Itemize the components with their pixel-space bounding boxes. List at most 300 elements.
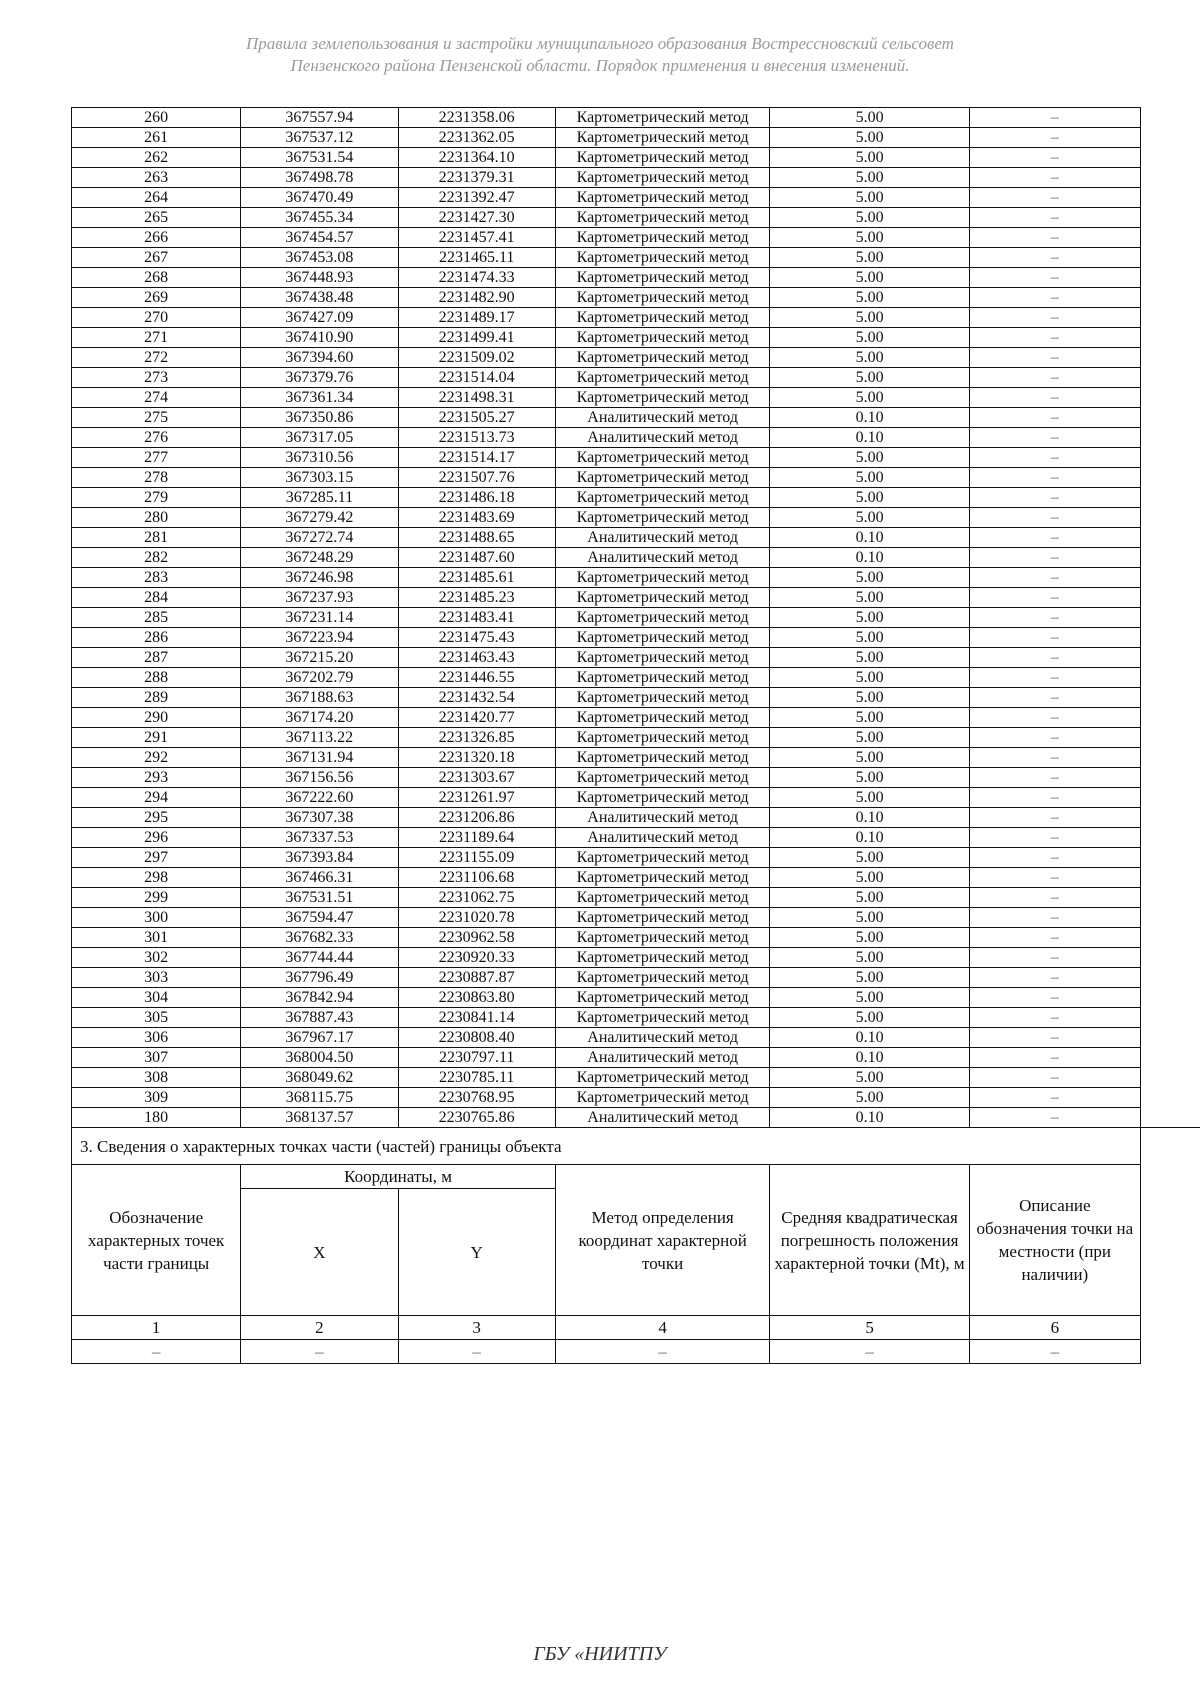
description-cell: – [969, 128, 1140, 148]
method-cell: Картометрический метод [555, 848, 770, 868]
point-id-cell: 267 [72, 248, 241, 268]
col-x-label: X [241, 1189, 398, 1316]
error-cell: 5.00 [770, 588, 969, 608]
point-id-cell: 307 [72, 1048, 241, 1068]
coord-y-cell: 2231362.05 [398, 128, 555, 148]
table-row [72, 648, 1200, 668]
coord-x-cell: 367113.22 [241, 728, 398, 748]
error-cell: 5.00 [770, 448, 969, 468]
method-cell: Картометрический метод [555, 768, 770, 788]
coord-x-cell: 367202.79 [241, 668, 398, 688]
point-id-cell: 284 [72, 588, 241, 608]
table-row [72, 468, 1200, 488]
error-cell: 5.00 [770, 768, 969, 788]
coord-x-cell: 367350.86 [241, 408, 398, 428]
coord-x-cell: 367594.47 [241, 908, 398, 928]
method-cell: Картометрический метод [555, 488, 770, 508]
table-row [72, 248, 1200, 268]
coord-x-cell: 367307.38 [241, 808, 398, 828]
error-cell: 5.00 [770, 248, 969, 268]
method-cell: Картометрический метод [555, 228, 770, 248]
coord-y-cell: 2231364.10 [398, 148, 555, 168]
description-cell: – [969, 828, 1140, 848]
table-row [72, 488, 1200, 508]
method-cell: Картометрический метод [555, 468, 770, 488]
header-line-1: Правила землепользования и застройки муниципального образования Вострессновский сельсовет [246, 34, 954, 53]
error-cell: 0.10 [770, 528, 969, 548]
coord-y-cell: 2231486.18 [398, 488, 555, 508]
coord-x-cell: 367842.94 [241, 988, 398, 1008]
method-cell: Картометрический метод [555, 368, 770, 388]
table-row [72, 328, 1200, 348]
method-cell: Картометрический метод [555, 508, 770, 528]
coord-y-cell: 2231206.86 [398, 808, 555, 828]
table-row [72, 408, 1200, 428]
method-cell: Картометрический метод [555, 148, 770, 168]
table-row [72, 1108, 1200, 1128]
point-id-cell: 270 [72, 308, 241, 328]
coord-x-cell: 367188.63 [241, 688, 398, 708]
coord-x-cell: 368004.50 [241, 1048, 398, 1068]
col-point-label: Обозначение характерных точек части границы [72, 1165, 241, 1316]
method-cell: Картометрический метод [555, 868, 770, 888]
table-row [72, 568, 1200, 588]
table-row [72, 1048, 1200, 1068]
coord-y-cell: 2231482.90 [398, 288, 555, 308]
point-id-cell: 278 [72, 468, 241, 488]
document-header [60, 33, 1140, 77]
description-cell: – [969, 728, 1140, 748]
table-row [72, 548, 1200, 568]
table-row [72, 108, 1200, 128]
coord-y-cell: 2231106.68 [398, 868, 555, 888]
description-cell: – [969, 948, 1140, 968]
table-row [72, 988, 1200, 1008]
coord-x-cell: 367337.53 [241, 828, 398, 848]
coord-x-cell: 367393.84 [241, 848, 398, 868]
description-cell: – [969, 1008, 1140, 1028]
error-cell: 0.10 [770, 808, 969, 828]
coord-y-cell: 2231358.06 [398, 108, 555, 128]
coord-x-cell: 367470.49 [241, 188, 398, 208]
point-id-cell: 304 [72, 988, 241, 1008]
description-cell: – [969, 808, 1140, 828]
point-id-cell: 308 [72, 1068, 241, 1088]
point-id-cell: 287 [72, 648, 241, 668]
description-cell: – [969, 568, 1140, 588]
col-num-4: 4 [555, 1316, 770, 1340]
coord-y-cell: 2231483.69 [398, 508, 555, 528]
table-row [72, 708, 1200, 728]
point-id-cell: 288 [72, 668, 241, 688]
table-row [72, 208, 1200, 228]
point-id-cell: 282 [72, 548, 241, 568]
description-cell: – [969, 108, 1140, 128]
method-cell: Картометрический метод [555, 248, 770, 268]
coord-y-cell: 2231507.76 [398, 468, 555, 488]
description-cell: – [969, 908, 1140, 928]
empty-cell: – [555, 1340, 770, 1364]
error-cell: 5.00 [770, 488, 969, 508]
point-id-cell: 301 [72, 928, 241, 948]
col-method-label: Метод определения координат характерной точки [555, 1165, 770, 1316]
coord-x-cell: 367531.54 [241, 148, 398, 168]
method-cell: Картометрический метод [555, 628, 770, 648]
coord-y-cell: 2230920.33 [398, 948, 555, 968]
error-cell: 0.10 [770, 828, 969, 848]
point-id-cell: 268 [72, 268, 241, 288]
description-cell: – [969, 588, 1140, 608]
error-cell: 5.00 [770, 628, 969, 648]
table-row [72, 748, 1200, 768]
table-row [72, 308, 1200, 328]
error-cell: 0.10 [770, 1048, 969, 1068]
coord-x-cell: 367537.12 [241, 128, 398, 148]
description-cell: – [969, 848, 1140, 868]
coord-x-cell: 367394.60 [241, 348, 398, 368]
coord-y-cell: 2231155.09 [398, 848, 555, 868]
coord-x-cell: 367174.20 [241, 708, 398, 728]
table-row [72, 688, 1200, 708]
table-row [72, 388, 1200, 408]
error-cell: 5.00 [770, 868, 969, 888]
coord-x-cell: 367285.11 [241, 488, 398, 508]
point-id-cell: 274 [72, 388, 241, 408]
error-cell: 5.00 [770, 268, 969, 288]
coord-y-cell: 2231509.02 [398, 348, 555, 368]
description-cell: – [969, 888, 1140, 908]
point-id-cell: 281 [72, 528, 241, 548]
coord-y-cell: 2231432.54 [398, 688, 555, 708]
point-id-cell: 262 [72, 148, 241, 168]
error-cell: 5.00 [770, 508, 969, 528]
description-cell: – [969, 408, 1140, 428]
empty-cell: – [770, 1340, 969, 1364]
coord-x-cell: 368115.75 [241, 1088, 398, 1108]
point-id-cell: 293 [72, 768, 241, 788]
description-cell: – [969, 328, 1140, 348]
coord-x-cell: 367438.48 [241, 288, 398, 308]
coord-y-cell: 2230887.87 [398, 968, 555, 988]
coord-x-cell: 367796.49 [241, 968, 398, 988]
description-cell: – [969, 388, 1140, 408]
description-cell: – [969, 1028, 1140, 1048]
point-id-cell: 271 [72, 328, 241, 348]
method-cell: Картометрический метод [555, 608, 770, 628]
method-cell: Картометрический метод [555, 688, 770, 708]
point-id-cell: 309 [72, 1088, 241, 1108]
point-id-cell: 295 [72, 808, 241, 828]
error-cell: 0.10 [770, 1028, 969, 1048]
description-cell: – [969, 268, 1140, 288]
point-id-cell: 272 [72, 348, 241, 368]
col-num-5: 5 [770, 1316, 969, 1340]
coord-y-cell: 2231488.65 [398, 528, 555, 548]
error-cell: 5.00 [770, 188, 969, 208]
error-cell: 5.00 [770, 988, 969, 1008]
coord-y-cell: 2231427.30 [398, 208, 555, 228]
empty-cell: – [72, 1340, 241, 1364]
error-cell: 5.00 [770, 788, 969, 808]
description-cell: – [969, 428, 1140, 448]
coord-y-cell: 2231498.31 [398, 388, 555, 408]
method-cell: Аналитический метод [555, 548, 770, 568]
point-id-cell: 302 [72, 948, 241, 968]
table-row [72, 228, 1200, 248]
table-row [72, 948, 1200, 968]
description-cell: – [969, 868, 1140, 888]
coord-y-cell: 2231465.11 [398, 248, 555, 268]
error-cell: 5.00 [770, 568, 969, 588]
description-cell: – [969, 648, 1140, 668]
error-cell: 5.00 [770, 328, 969, 348]
error-cell: 5.00 [770, 708, 969, 728]
description-cell: – [969, 228, 1140, 248]
coord-x-cell: 367448.93 [241, 268, 398, 288]
method-cell: Картометрический метод [555, 128, 770, 148]
coord-y-cell: 2231326.85 [398, 728, 555, 748]
description-cell: – [969, 208, 1140, 228]
point-id-cell: 291 [72, 728, 241, 748]
coord-x-cell: 367303.15 [241, 468, 398, 488]
error-cell: 5.00 [770, 748, 969, 768]
table-row [72, 188, 1200, 208]
table-row [72, 888, 1200, 908]
table-row [72, 128, 1200, 148]
description-cell: – [969, 788, 1140, 808]
method-cell: Аналитический метод [555, 1108, 770, 1128]
col-coords-label: Координаты, м [241, 1165, 555, 1189]
coordinates-table [71, 107, 1200, 1364]
coord-y-cell: 2231062.75 [398, 888, 555, 908]
point-id-cell: 286 [72, 628, 241, 648]
point-id-cell: 290 [72, 708, 241, 728]
point-id-cell: 273 [72, 368, 241, 388]
coord-x-cell: 367131.94 [241, 748, 398, 768]
description-cell: – [969, 1048, 1140, 1068]
error-cell: 5.00 [770, 168, 969, 188]
coord-x-cell: 368137.57 [241, 1108, 398, 1128]
description-cell: – [969, 1088, 1140, 1108]
description-cell: – [969, 528, 1140, 548]
coord-y-cell: 2231485.61 [398, 568, 555, 588]
error-cell: 5.00 [770, 948, 969, 968]
coord-x-cell: 367498.78 [241, 168, 398, 188]
coord-y-cell: 2231457.41 [398, 228, 555, 248]
section-3 [72, 1128, 1200, 1364]
point-id-cell: 306 [72, 1028, 241, 1048]
coord-x-cell: 367222.60 [241, 788, 398, 808]
table-row [72, 908, 1200, 928]
error-cell: 5.00 [770, 688, 969, 708]
method-cell: Картометрический метод [555, 268, 770, 288]
coord-x-cell: 367455.34 [241, 208, 398, 228]
coord-y-cell: 2230785.11 [398, 1068, 555, 1088]
point-id-cell: 269 [72, 288, 241, 308]
table-row [72, 148, 1200, 168]
description-cell: – [969, 288, 1140, 308]
description-cell: – [969, 608, 1140, 628]
coord-x-cell: 367156.56 [241, 768, 398, 788]
error-cell: 5.00 [770, 648, 969, 668]
description-cell: – [969, 988, 1140, 1008]
error-cell: 5.00 [770, 208, 969, 228]
coord-y-cell: 2231514.17 [398, 448, 555, 468]
method-cell: Картометрический метод [555, 748, 770, 768]
description-cell: – [969, 448, 1140, 468]
method-cell: Аналитический метод [555, 1048, 770, 1068]
coord-y-cell: 2231189.64 [398, 828, 555, 848]
table-row [72, 868, 1200, 888]
method-cell: Картометрический метод [555, 588, 770, 608]
method-cell: Картометрический метод [555, 448, 770, 468]
description-cell: – [969, 508, 1140, 528]
table-row [72, 528, 1200, 548]
coord-y-cell: 2231379.31 [398, 168, 555, 188]
method-cell: Картометрический метод [555, 568, 770, 588]
method-cell: Картометрический метод [555, 928, 770, 948]
method-cell: Аналитический метод [555, 408, 770, 428]
coord-y-cell: 2231463.43 [398, 648, 555, 668]
coord-y-cell: 2230962.58 [398, 928, 555, 948]
description-cell: – [969, 1108, 1140, 1128]
error-cell: 5.00 [770, 388, 969, 408]
col-num-6: 6 [969, 1316, 1140, 1340]
table-row [72, 268, 1200, 288]
coord-y-cell: 2231489.17 [398, 308, 555, 328]
method-cell: Картометрический метод [555, 668, 770, 688]
table-row [72, 1008, 1200, 1028]
table-row [72, 428, 1200, 448]
coord-y-cell: 2231261.97 [398, 788, 555, 808]
empty-cell: – [969, 1340, 1140, 1364]
method-cell: Картометрический метод [555, 108, 770, 128]
error-cell: 5.00 [770, 228, 969, 248]
description-cell: – [969, 148, 1140, 168]
point-id-cell: 299 [72, 888, 241, 908]
point-id-cell: 265 [72, 208, 241, 228]
description-cell: – [969, 768, 1140, 788]
coord-y-cell: 2231420.77 [398, 708, 555, 728]
method-cell: Картометрический метод [555, 788, 770, 808]
coord-x-cell: 367379.76 [241, 368, 398, 388]
error-cell: 5.00 [770, 908, 969, 928]
error-cell: 5.00 [770, 128, 969, 148]
point-id-cell: 266 [72, 228, 241, 248]
coord-x-cell: 367466.31 [241, 868, 398, 888]
method-cell: Картометрический метод [555, 908, 770, 928]
coord-x-cell: 367279.42 [241, 508, 398, 528]
coord-x-cell: 367246.98 [241, 568, 398, 588]
error-cell: 5.00 [770, 348, 969, 368]
coord-x-cell: 367215.20 [241, 648, 398, 668]
error-cell: 5.00 [770, 108, 969, 128]
coord-y-cell: 2230768.95 [398, 1088, 555, 1108]
col-num-3: 3 [398, 1316, 555, 1340]
error-cell: 5.00 [770, 728, 969, 748]
table-row [72, 288, 1200, 308]
table-row [72, 588, 1200, 608]
coord-x-cell: 367317.05 [241, 428, 398, 448]
error-cell: 5.00 [770, 1008, 969, 1028]
method-cell: Аналитический метод [555, 828, 770, 848]
coord-x-cell: 367967.17 [241, 1028, 398, 1048]
coord-x-cell: 367682.33 [241, 928, 398, 948]
coord-y-cell: 2231514.04 [398, 368, 555, 388]
section-3-title: 3. Сведения о характерных точках части (частей) границы объекта [72, 1128, 1141, 1165]
error-cell: 0.10 [770, 408, 969, 428]
coord-x-cell: 367453.08 [241, 248, 398, 268]
coord-x-cell: 367531.51 [241, 888, 398, 908]
coord-x-cell: 367361.34 [241, 388, 398, 408]
error-cell: 0.10 [770, 428, 969, 448]
empty-cell: – [398, 1340, 555, 1364]
point-id-cell: 264 [72, 188, 241, 208]
description-cell: – [969, 488, 1140, 508]
method-cell: Картометрический метод [555, 948, 770, 968]
table-row [72, 368, 1200, 388]
description-cell: – [969, 1068, 1140, 1088]
coord-x-cell: 367427.09 [241, 308, 398, 328]
point-id-cell: 300 [72, 908, 241, 928]
error-cell: 5.00 [770, 148, 969, 168]
error-cell: 5.00 [770, 1088, 969, 1108]
error-cell: 5.00 [770, 288, 969, 308]
point-id-cell: 261 [72, 128, 241, 148]
error-cell: 5.00 [770, 1068, 969, 1088]
method-cell: Картометрический метод [555, 968, 770, 988]
coord-x-cell: 367237.93 [241, 588, 398, 608]
description-cell: – [969, 748, 1140, 768]
coord-y-cell: 2231392.47 [398, 188, 555, 208]
method-cell: Картометрический метод [555, 728, 770, 748]
point-id-cell: 303 [72, 968, 241, 988]
coord-y-cell: 2231513.73 [398, 428, 555, 448]
col-description-label: Описание обозначения точки на местности (при наличии) [969, 1165, 1140, 1316]
method-cell: Картометрический метод [555, 288, 770, 308]
method-cell: Картометрический метод [555, 168, 770, 188]
error-cell: 5.00 [770, 668, 969, 688]
point-id-cell: 275 [72, 408, 241, 428]
point-id-cell: 298 [72, 868, 241, 888]
point-id-cell: 296 [72, 828, 241, 848]
point-id-cell: 260 [72, 108, 241, 128]
method-cell: Картометрический метод [555, 1068, 770, 1088]
description-cell: – [969, 628, 1140, 648]
col-y-label: Y [398, 1189, 555, 1316]
coord-x-cell: 368049.62 [241, 1068, 398, 1088]
method-cell: Картометрический метод [555, 988, 770, 1008]
table-row [72, 508, 1200, 528]
error-cell: 5.00 [770, 848, 969, 868]
point-id-cell: 289 [72, 688, 241, 708]
coordinates-rows [72, 108, 1200, 1128]
table-row [72, 628, 1200, 648]
coord-y-cell: 2230808.40 [398, 1028, 555, 1048]
table-row [72, 1068, 1200, 1088]
coord-x-cell: 367454.57 [241, 228, 398, 248]
document-footer: ГБУ «НИИТПУ [533, 1643, 667, 1665]
table-row [72, 848, 1200, 868]
coord-y-cell: 2230797.11 [398, 1048, 555, 1068]
method-cell: Картометрический метод [555, 1088, 770, 1108]
coord-y-cell: 2230841.14 [398, 1008, 555, 1028]
description-cell: – [969, 968, 1140, 988]
coord-y-cell: 2231446.55 [398, 668, 555, 688]
point-id-cell: 294 [72, 788, 241, 808]
point-id-cell: 279 [72, 488, 241, 508]
method-cell: Картометрический метод [555, 348, 770, 368]
